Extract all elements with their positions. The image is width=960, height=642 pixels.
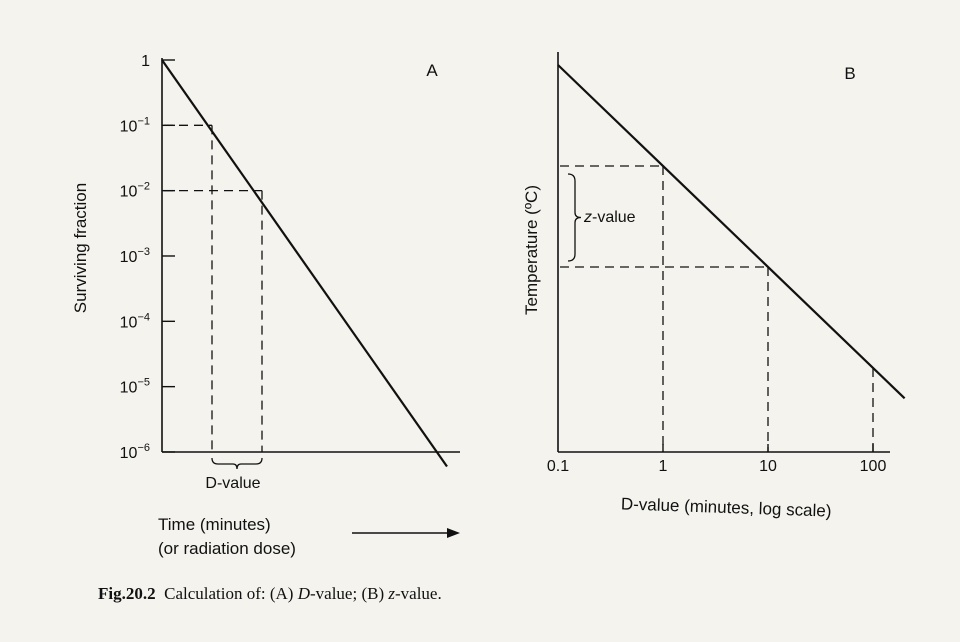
panel-a-brace-label: D-value <box>205 475 261 492</box>
panel-a-time-arrow-head <box>447 528 460 538</box>
panel-b <box>522 52 905 521</box>
caption-text-start: Calculation of: (A) <box>164 584 298 603</box>
panel-a-y-tick-label: $10^{-2}$ <box>119 180 150 201</box>
panel-a-y-tick-label: $10^{-3}$ <box>119 245 150 266</box>
panel-b-brace-label-z: z <box>584 209 592 226</box>
panel-a-label: A <box>426 61 438 80</box>
panel-b-x-tick-label: 10 <box>759 458 777 475</box>
panel-a-y-tick-label: $10^{-5}$ <box>119 376 150 397</box>
panel-b-x-tick-label: 100 <box>859 458 887 475</box>
panel-b-z-value-brace <box>568 174 581 261</box>
panel-a-y-tick-label: $10^{-4}$ <box>119 311 150 332</box>
caption-text-end: -value. <box>394 584 442 603</box>
panel-b-brace-label <box>583 209 636 226</box>
panel-a-ylabel: Surviving fraction <box>71 182 90 314</box>
panel-a-xlabel-line2: (or radiation dose) <box>158 539 296 558</box>
figure-caption <box>98 584 442 604</box>
panel-a-guides <box>164 125 262 452</box>
panel-b-brace-label-rest: -value <box>592 209 636 226</box>
panel-a-xlabel-line1: Time (minutes) <box>158 515 271 534</box>
panel-b-temperature-line <box>558 65 905 398</box>
panel-b-label: B <box>844 64 856 83</box>
panel-a-y-ticks <box>120 53 175 462</box>
panel-b-xlabel: D-value (minutes, log scale) <box>620 494 832 521</box>
panel-b-x-tick-label: 0.1 <box>546 458 570 475</box>
caption-text-mid: -value; (B) <box>310 584 389 603</box>
panel-a-d-value-brace <box>212 458 262 469</box>
panel-b-ylabel: Temperature (ºC) <box>522 185 541 315</box>
panel-a-y-tick-label: $10^{-1}$ <box>119 115 150 136</box>
panel-a-y-tick-label: 1 <box>141 53 150 70</box>
caption-fig-label: Fig.20.2 <box>98 584 156 603</box>
panel-b-x-tick-label: 1 <box>658 458 668 475</box>
panel-b-x-ticks <box>547 444 887 475</box>
caption-d-italic: D <box>297 584 310 603</box>
panel-a <box>71 53 460 558</box>
caption-z-italic: z <box>388 584 395 603</box>
panel-a-y-tick-label: $10^{-6}$ <box>119 441 150 462</box>
panel-a-survival-line <box>162 60 447 466</box>
